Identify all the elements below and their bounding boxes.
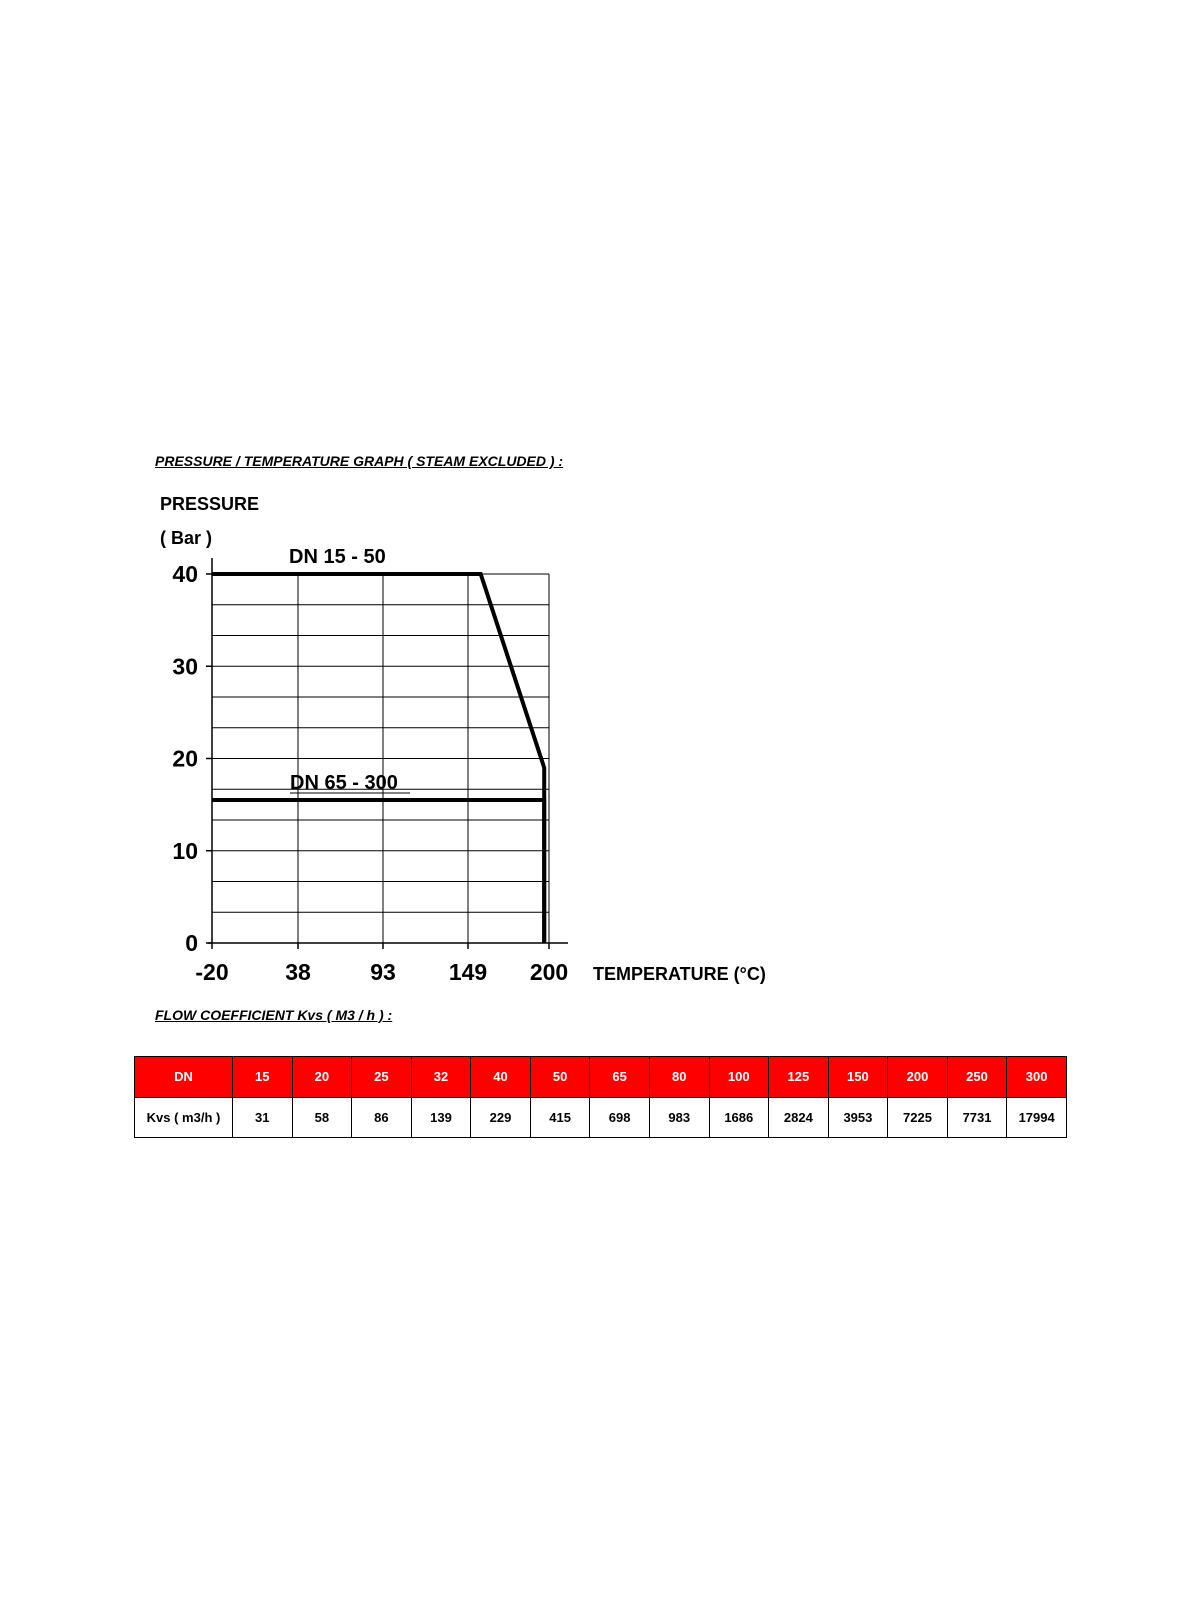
dn-cell: 250: [947, 1057, 1007, 1098]
dn-cell: 300: [1007, 1057, 1067, 1098]
kvs-cell: 229: [471, 1097, 531, 1138]
flow-heading: FLOW COEFFICIENT Kvs ( M3 / h ) :: [155, 1007, 393, 1023]
table-header-row: [135, 1057, 1067, 1098]
y-tick-label: 30: [172, 653, 198, 680]
dn-cell: 25: [352, 1057, 412, 1098]
dn-cell: 15: [233, 1057, 293, 1098]
kvs-cell: 58: [292, 1097, 352, 1138]
y-tick-label: 10: [172, 837, 198, 864]
y-tick-label: 0: [185, 930, 198, 956]
chart-axes: [208, 558, 568, 943]
kvs-row-label: Kvs ( m3/h ): [135, 1097, 233, 1138]
dn-header-label: DN: [135, 1057, 233, 1098]
series-label: DN 15 - 50: [289, 546, 386, 568]
x-tick-label: 93: [370, 959, 396, 985]
dn-cell: 150: [828, 1057, 888, 1098]
x-tick-label: 38: [285, 959, 311, 985]
kvs-cell: 7225: [888, 1097, 948, 1138]
kvs-cell: 7731: [947, 1097, 1007, 1138]
kvs-cell: 1686: [709, 1097, 769, 1138]
kvs-cell: 698: [590, 1097, 650, 1138]
kvs-cell: 139: [411, 1097, 471, 1138]
kvs-cell: 31: [233, 1097, 293, 1138]
table-values-row: [135, 1097, 1067, 1138]
dn-cell: 125: [769, 1057, 829, 1098]
x-tick-label: 149: [448, 959, 488, 985]
x-tick-label: -20: [195, 959, 229, 985]
y-tick-label: 40: [172, 561, 198, 587]
dn-cell: 80: [649, 1057, 709, 1098]
dn-cell: 40: [471, 1057, 531, 1098]
dn-cell: 32: [411, 1057, 471, 1098]
dn-cell: 100: [709, 1057, 769, 1098]
chart-series: [212, 546, 544, 943]
kvs-cell: 2824: [769, 1097, 829, 1138]
dn-cell: 65: [590, 1057, 650, 1098]
series-line: [212, 800, 544, 943]
kvs-cell: 86: [352, 1097, 412, 1138]
kvs-cell: 3953: [828, 1097, 888, 1138]
graph-heading: PRESSURE / TEMPERATURE GRAPH ( STEAM EXCLUDED ) :: [155, 453, 564, 469]
kvs-cell: 17994: [1007, 1097, 1067, 1138]
y-tick-label: 20: [172, 745, 198, 772]
dn-cell: 50: [530, 1057, 590, 1098]
y-axis-label-line1: PRESSURE: [160, 494, 260, 514]
x-tick-label: 200: [529, 959, 569, 985]
kvs-cell: 415: [530, 1097, 590, 1138]
y-axis-label-line2: ( Bar ): [160, 528, 213, 548]
dn-cell: 200: [888, 1057, 948, 1098]
kvs-cell: 983: [649, 1097, 709, 1138]
x-axis-label: TEMPERATURE (°C): [593, 964, 766, 984]
dn-cell: 20: [292, 1057, 352, 1098]
series-label: DN 65 - 300: [290, 772, 398, 794]
kvs-table: [134, 1056, 1067, 1138]
